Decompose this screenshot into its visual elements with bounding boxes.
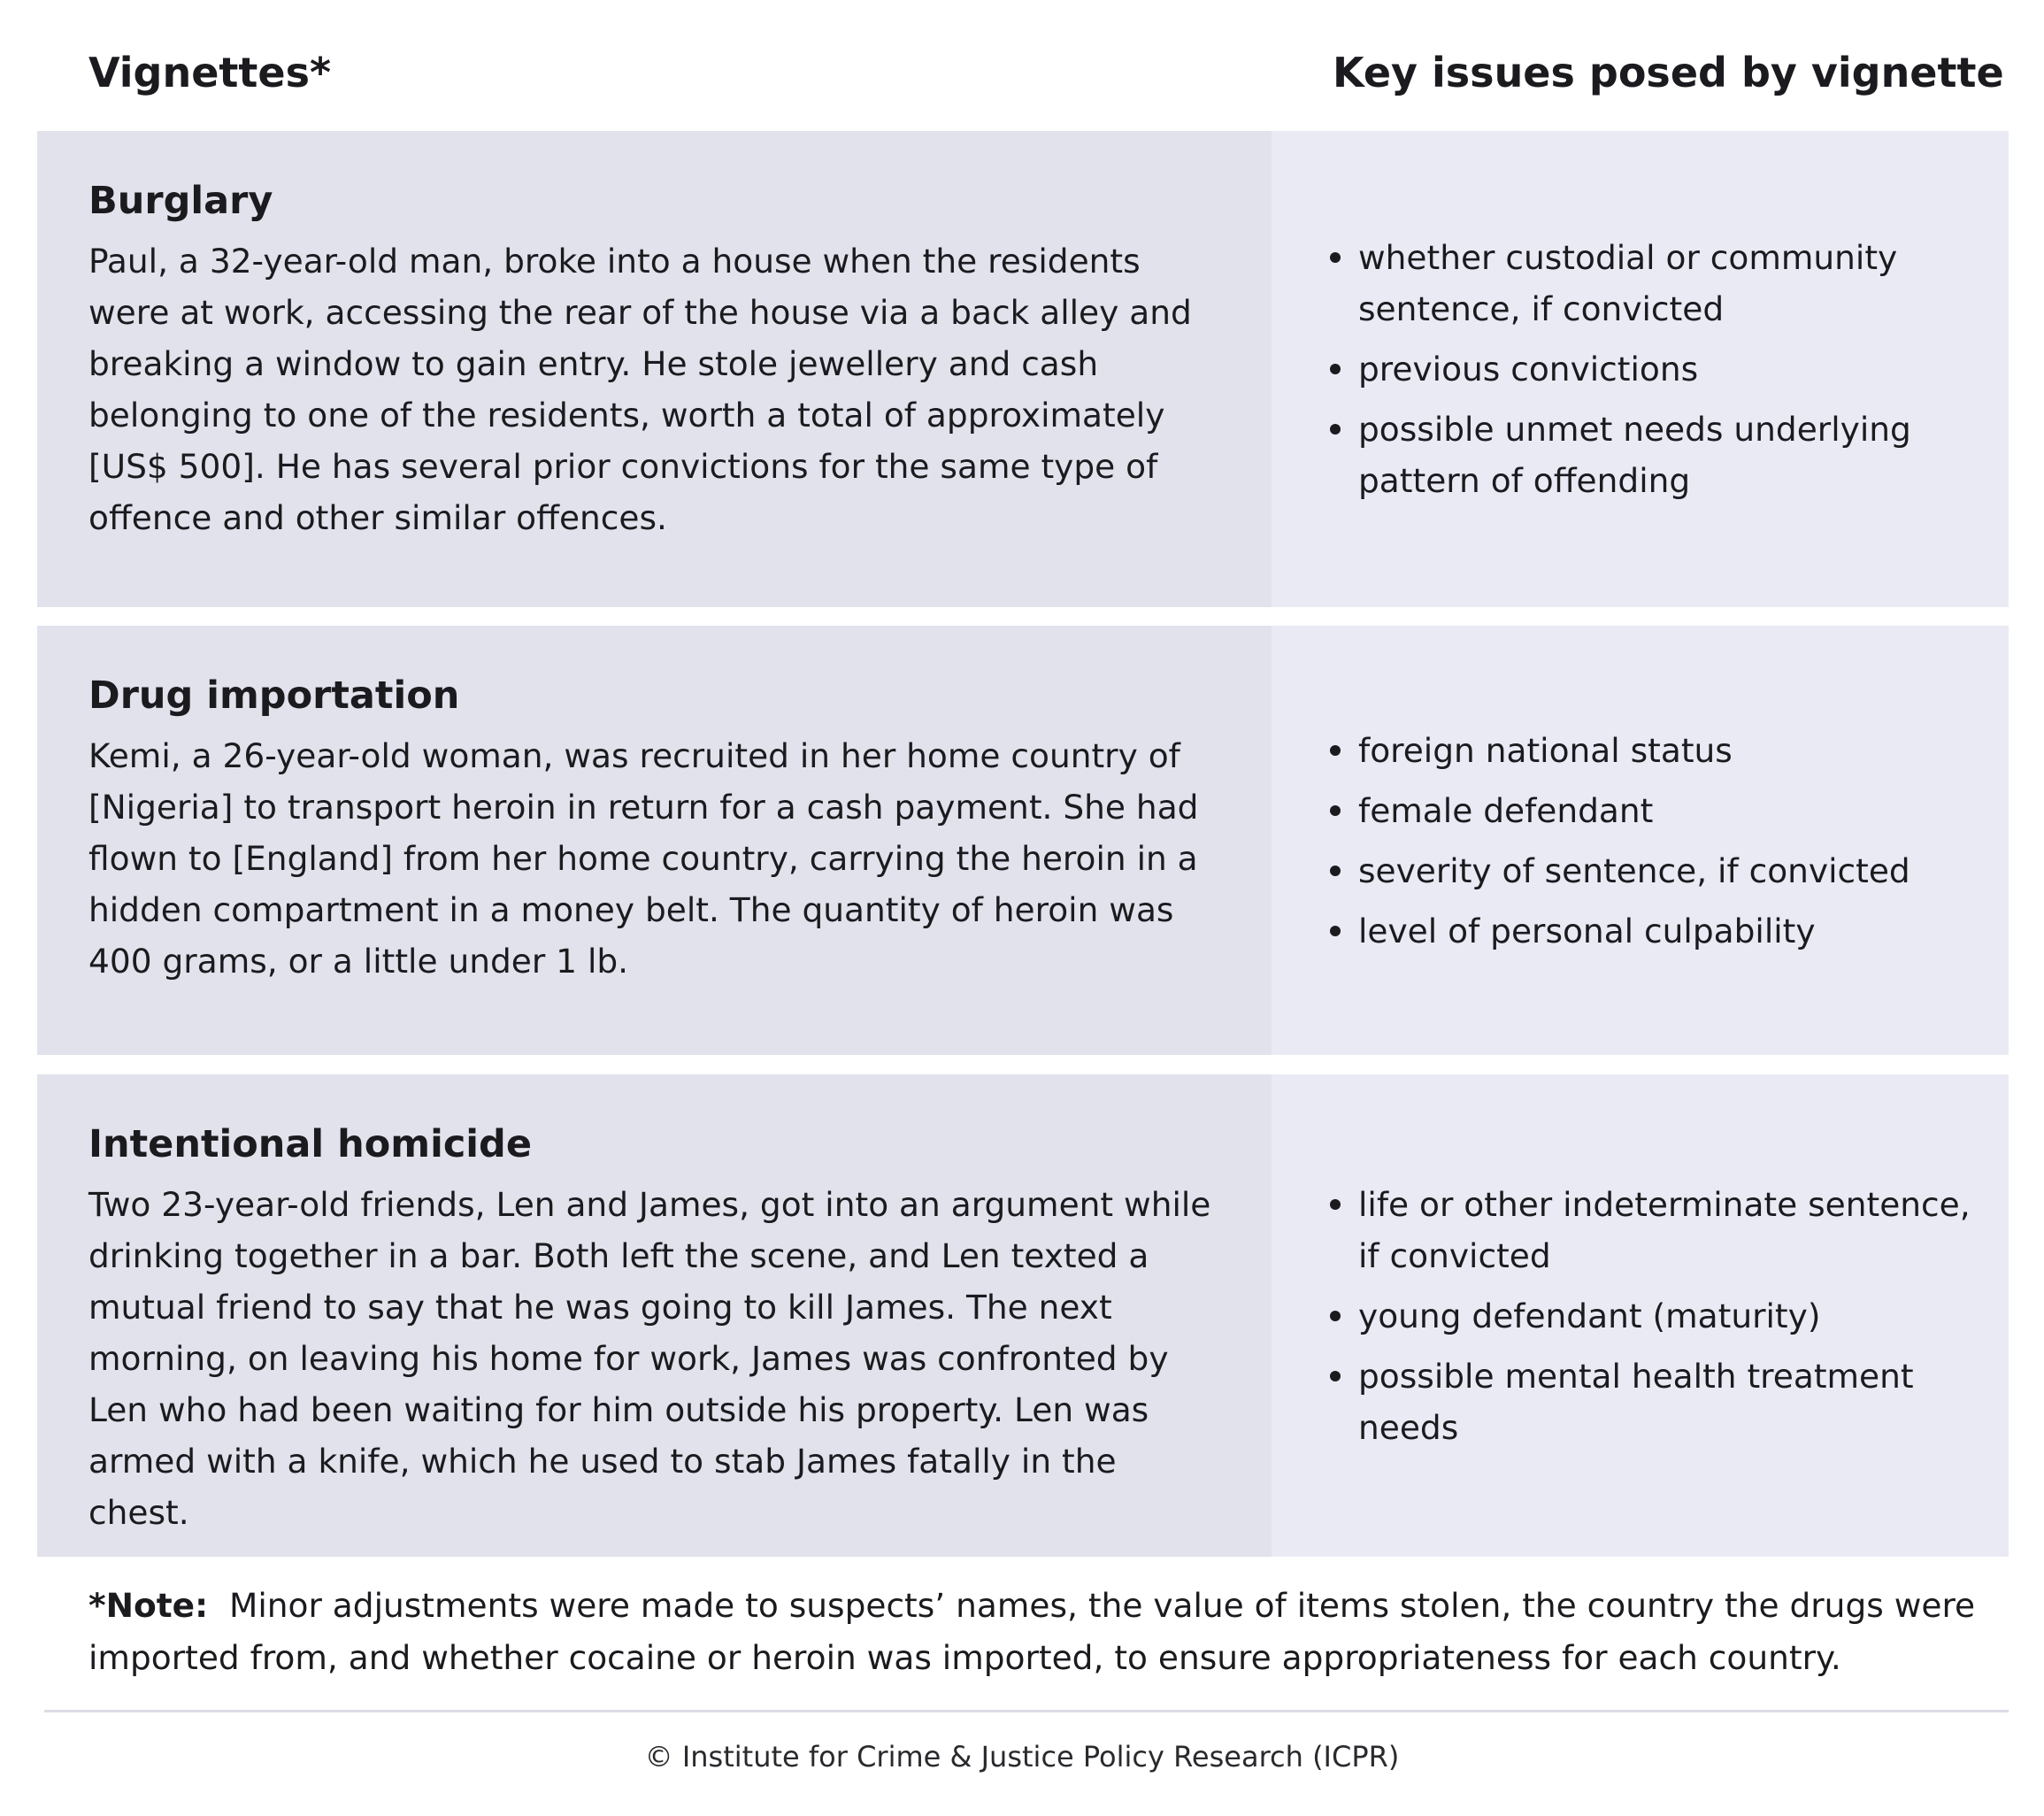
bullet-icon	[1330, 1199, 1341, 1210]
vignette-description: Paul, a 32-year-old man, broke into a house when the residents were at work, accessing the rear of the house via a back alley and breaking a window to gain entry. He stole jewellery and cash belonging to one of the residents, worth a total of approximately [US$ 500]. He has several prior convictions for the same type of offence and other similar offences.	[88, 242, 1192, 537]
issues-cell	[1272, 131, 2009, 607]
issues-cell	[1272, 626, 2009, 1055]
vignette-title: Burglary	[88, 179, 273, 223]
issue-item: female defendant	[1328, 785, 1973, 836]
bullet-icon	[1330, 1311, 1341, 1321]
issues-cell	[1272, 1074, 2009, 1557]
issue-item: possible mental health treatment needs	[1328, 1350, 1973, 1453]
bullet-icon	[1330, 364, 1341, 374]
issue-item: life or other indeterminate sentence, if convicted	[1328, 1179, 1973, 1281]
vignette-cell	[37, 626, 1272, 1055]
issue-item: previous convictions	[1328, 343, 1973, 395]
vignette-row-burglary	[37, 131, 2009, 607]
bullet-icon	[1330, 1371, 1341, 1381]
vignette-description: Two 23-year-old friends, Len and James, got into an argument while drinking together in a bar. Both left the scene, and Len texted a mutual friend to say that he was going to kill James. The next morning, on leaving his home for work, James was confronted by Len who had been waiting for him outside his property. Len was armed with a knife, which he used to stab James fatally in the chest.	[88, 1185, 1211, 1532]
issues-list	[1328, 725, 1973, 957]
vignette-row-drug-importation	[37, 626, 2009, 1055]
footnote-text: Minor adjustments were made to suspects’ names, the value of items stolen, the country the drugs were imported from, and whether cocaine or heroin was imported, to ensure appropriateness for each country.	[88, 1586, 1976, 1677]
issue-item: possible unmet needs underlying pattern of offending	[1328, 404, 1973, 506]
divider	[44, 1710, 2009, 1712]
vignette-row-intentional-homicide	[37, 1074, 2009, 1557]
bullet-icon	[1330, 926, 1341, 936]
vignette-title: Intentional homicide	[88, 1122, 532, 1166]
bullet-icon	[1330, 866, 1341, 876]
footnote-label: *Note:	[88, 1586, 209, 1625]
bullet-icon	[1330, 805, 1341, 816]
vignettes-header: Vignettes*	[88, 49, 332, 96]
issues-list	[1328, 232, 1973, 506]
issue-item: whether custodial or community sentence, if convicted	[1328, 232, 1973, 335]
issue-item: young defendant (maturity)	[1328, 1290, 1973, 1342]
vignette-description: Kemi, a 26-year-old woman, was recruited in her home country of [Nigeria] to transport heroin in return for a cash payment. She had flown to [England] from her home country, carrying the heroin in a hidden compartment in a money belt. The quantity of heroin was 400 grams, or a little under 1 lb.	[88, 736, 1199, 981]
issue-item: foreign national status	[1328, 725, 1973, 776]
vignette-cell	[37, 131, 1272, 607]
issues-list	[1328, 1179, 1973, 1453]
issue-item: severity of sentence, if convicted	[1328, 845, 1973, 896]
bullet-icon	[1330, 424, 1341, 435]
vignette-title: Drug importation	[88, 673, 460, 718]
footnote	[88, 1580, 1991, 1684]
vignette-cell	[37, 1074, 1272, 1557]
key-issues-header: Key issues posed by vignette	[1333, 49, 2004, 96]
bullet-icon	[1330, 745, 1341, 756]
bullet-icon	[1330, 252, 1341, 263]
copyright-footer: © Institute for Crime & Justice Policy Research (ICPR)	[644, 1740, 1400, 1774]
issue-item: level of personal culpability	[1328, 905, 1973, 957]
